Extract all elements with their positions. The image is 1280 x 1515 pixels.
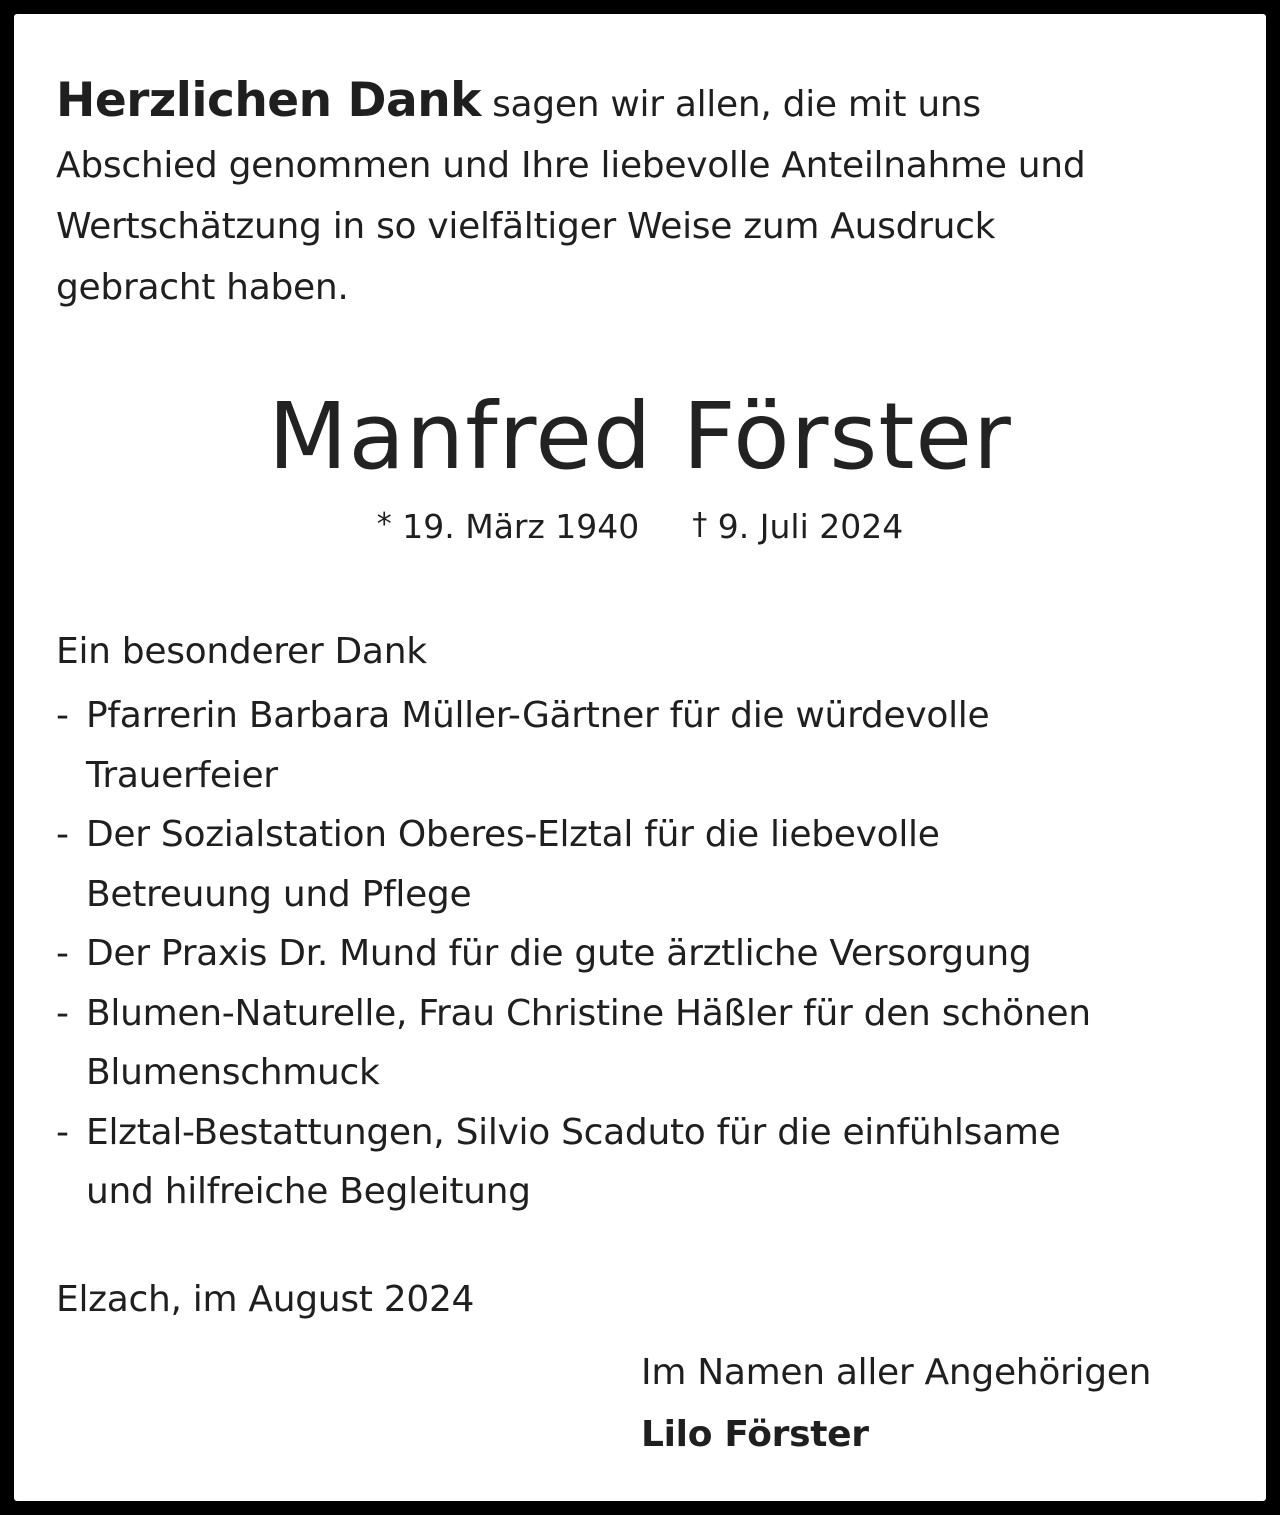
place-and-date: Elzach, im August 2024 <box>56 1279 475 1320</box>
thanks-item-line: Der Praxis Dr. Mund für die gute ärztliche Versorgung <box>86 933 1032 974</box>
intro-bold-lead: Herzlichen Dank <box>56 73 481 128</box>
signature-block <box>641 1342 1151 1466</box>
thanks-item-line: Elztal-Bestattungen, Silvio Scaduto für die einfühlsame <box>86 1111 1061 1153</box>
thanks-item-line: Trauerfeier <box>86 754 278 796</box>
intro-line-1-rest: sagen wir allen, die mit uns <box>480 84 981 125</box>
thanks-item-bullet: - <box>56 933 69 974</box>
thanks-item-bullet: - <box>56 1111 69 1153</box>
thanks-item-line: Blumenschmuck <box>86 1052 380 1093</box>
thanks-item-bullet: - <box>56 695 69 736</box>
thanks-item <box>56 805 1246 924</box>
thanks-item <box>56 924 1246 984</box>
signer-name: Lilo Förster <box>641 1414 869 1455</box>
on-behalf-text: Im Namen aller Angehörigen <box>641 1352 1152 1393</box>
obituary-card <box>14 14 1266 1501</box>
intro-line-4: gebracht haben. <box>56 267 349 308</box>
birth-symbol: * <box>376 507 392 542</box>
intro-line-3: Wertschätzung in so vielfältiger Weise zum Ausdruck <box>56 206 996 247</box>
thanks-item-bullet: - <box>56 814 69 855</box>
birth-date: 19. März 1940 <box>402 507 640 546</box>
special-thanks-list <box>56 686 1246 1222</box>
thanks-item <box>56 984 1246 1103</box>
thanks-item-line: Blumen-Naturelle, Frau Christine Häßler für den schönen <box>86 992 1091 1034</box>
intro-paragraph <box>56 70 1236 318</box>
life-dates <box>14 504 1266 552</box>
thanks-item <box>56 686 1246 805</box>
intro-line-2: Abschied genommen und Ihre liebevolle Anteilnahme und <box>56 145 1086 186</box>
thanks-item-line: und hilfreiche Begleitung <box>86 1171 531 1212</box>
thanks-item <box>56 1103 1246 1222</box>
thanks-item-line: Pfarrerin Barbara Müller-Gärtner für die würdevolle <box>86 695 990 736</box>
deceased-name: Manfred Förster <box>268 383 1012 490</box>
thanks-item-line: Der Sozialstation Oberes-Elztal für die liebevolle <box>86 814 940 855</box>
death-date: 9. Juli 2024 <box>717 507 904 546</box>
special-thanks-heading: Ein besonderer Dank <box>56 631 427 672</box>
death-symbol: † <box>692 507 708 542</box>
thanks-item-line: Betreuung und Pflege <box>86 873 472 915</box>
thanks-item-bullet: - <box>56 992 69 1034</box>
intro-line-1 <box>56 70 1236 135</box>
